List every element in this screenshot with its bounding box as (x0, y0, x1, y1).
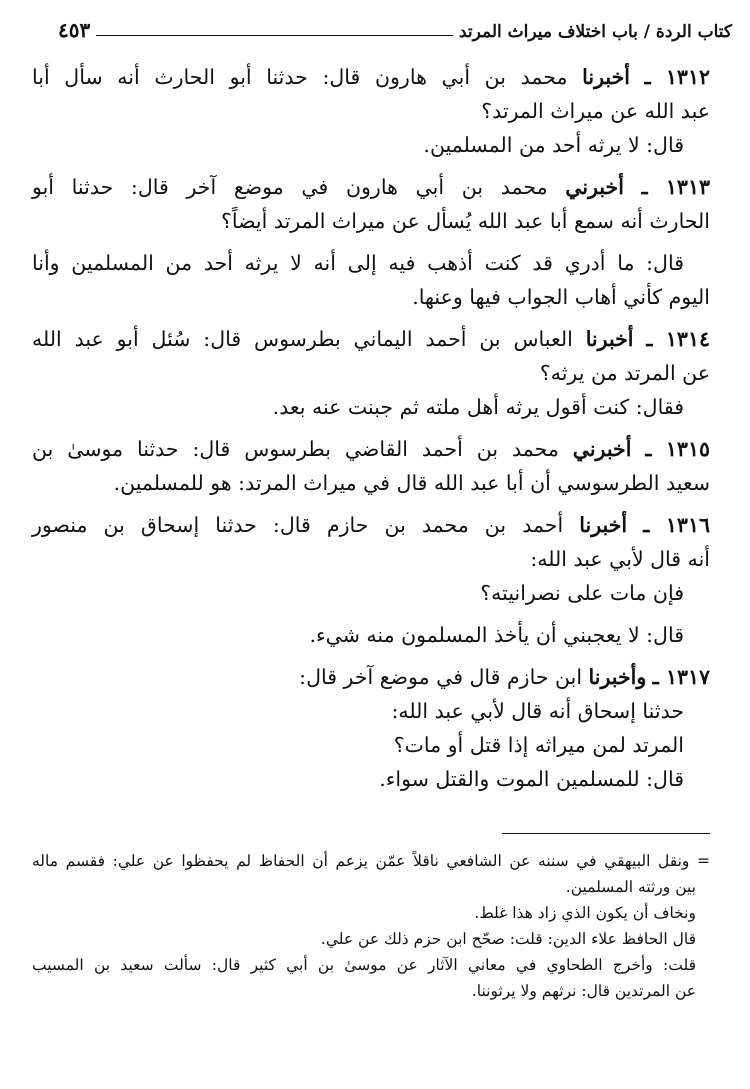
paragraph-1316-line-2: أنه قال لأبي عبد الله: (530, 547, 710, 571)
paragraph-question: فإن مات على نصرانيته؟ (480, 581, 684, 605)
paragraph-text: العباس بن أحمد اليماني بطرسوس قال: سُئل أبو عبد الله (32, 327, 573, 351)
footnotes (32, 848, 710, 1004)
footnote-line: عن المرتدين قال: نرثهم ولا يرثوننا. (471, 982, 696, 1000)
running-header (58, 12, 732, 42)
paragraph-answer: قال: للمسلمين الموت والقتل سواء. (379, 767, 684, 791)
paragraph-1312-line-2: عبد الله عن ميراث المرتد؟ (481, 99, 710, 123)
paragraph-text: ابن حازم قال في موضع آخر قال: (299, 665, 583, 689)
paragraph-1315-line-2: سعيد الطرسوسي أن أبا عبد الله قال في ميراث المرتد: هو للمسلمين. (113, 471, 710, 495)
footnote-line (32, 848, 710, 874)
narration-number: ١٣١٤ ـ (646, 327, 710, 351)
paragraph-answer-line-1: قال: ما أدري قد كنت أذهب فيه إلى أنه لا يرثه أحد من المسلمين وأنا (32, 251, 684, 275)
paragraph-answer: قال: لا يعجبني أن يأخذ المسلمون منه شيء. (309, 623, 684, 647)
narration-number: ١٣١٥ ـ (645, 437, 710, 461)
paragraph-1313-line-1 (32, 170, 710, 204)
paragraph-1314-line-2: عن المرتد من يرثه؟ (539, 361, 710, 385)
narration-keyword: وأخبرنا (588, 665, 647, 689)
paragraph-answer: قال: لا يرثه أحد من المسلمين. (423, 133, 684, 157)
narration-keyword: أخبرني (565, 175, 624, 199)
page-number: ٤٥٣ (58, 18, 91, 42)
narration-keyword: أخبرني (572, 437, 632, 461)
footnote-separator (502, 833, 710, 834)
paragraph-1313-line-2: الحارث أنه سمع أبا عبد الله يُسأل عن ميراث المرتد أيضاً؟ (221, 209, 710, 233)
paragraph-text: حدثنا إسحاق أنه قال لأبي عبد الله: (391, 699, 684, 723)
paragraph-1316-line-1 (32, 508, 710, 542)
footnote-text: ونقل البيهقي في سننه عن الشافعي ناقلاً عمّن يزعم أن الحفاظ لم يحفظوا عن علي: فقسم ماله (32, 852, 690, 870)
narration-keyword: أخبرنا (582, 65, 630, 89)
narration-number: ١٣١٣ ـ (641, 175, 710, 199)
paragraph-1312-line-1 (32, 60, 710, 94)
paragraph-question: المرتد لمن ميراثه إذا قتل أو مات؟ (393, 733, 684, 757)
paragraph-1314-line-1 (32, 322, 710, 356)
footnote-line: ونخاف أن يكون الذي زاد هذا غلط. (474, 904, 696, 922)
footnote-line: بين ورثته المسلمين. (565, 878, 696, 896)
footnote-line: قلت: وأخرج الطحاوي في معاني الآثار عن موسىٰ بن أبي كثير قال: سألت سعيد بن المسيب (32, 956, 696, 974)
continuation-marker: = (697, 852, 710, 870)
main-text (32, 60, 710, 796)
footnote-line: قال الحافظ علاء الدين: قلت: صحّح ابن حزم ذلك عن علي. (320, 930, 696, 948)
paragraph-1317-line-1 (32, 660, 710, 694)
paragraph-text: محمد بن أبي هارون في موضع آخر قال: حدثنا أبو (32, 175, 548, 199)
paragraph-answer: فقال: كنت أقول يرثه أهل ملته ثم جبنت عنه بعد. (272, 395, 684, 419)
narration-keyword: أخبرنا (579, 513, 628, 537)
paragraph-text: محمد بن أحمد القاضي بطرسوس قال: حدثنا موسىٰ بن (32, 437, 559, 461)
narration-number: ١٣١٦ ـ (643, 513, 710, 537)
paragraph-text: أحمد بن محمد بن حازم قال: حدثنا إسحاق بن منصور (32, 513, 564, 537)
paragraph-answer-line-2: اليوم كأني أهاب الجواب فيها وعنها. (412, 285, 710, 309)
narration-number: ١٣١٢ ـ (644, 65, 710, 89)
narration-keyword: أخبرنا (585, 327, 634, 351)
paragraph-text: محمد بن أبي هارون قال: حدثنا أبو الحارث أنه سأل أبا (32, 65, 568, 89)
header-rule (96, 35, 453, 36)
narration-number: ١٣١٧ ـ (652, 665, 710, 689)
chapter-title: كتاب الردة / باب اختلاف ميراث المرتد (458, 22, 732, 42)
paragraph-1315-line-1 (32, 432, 710, 466)
